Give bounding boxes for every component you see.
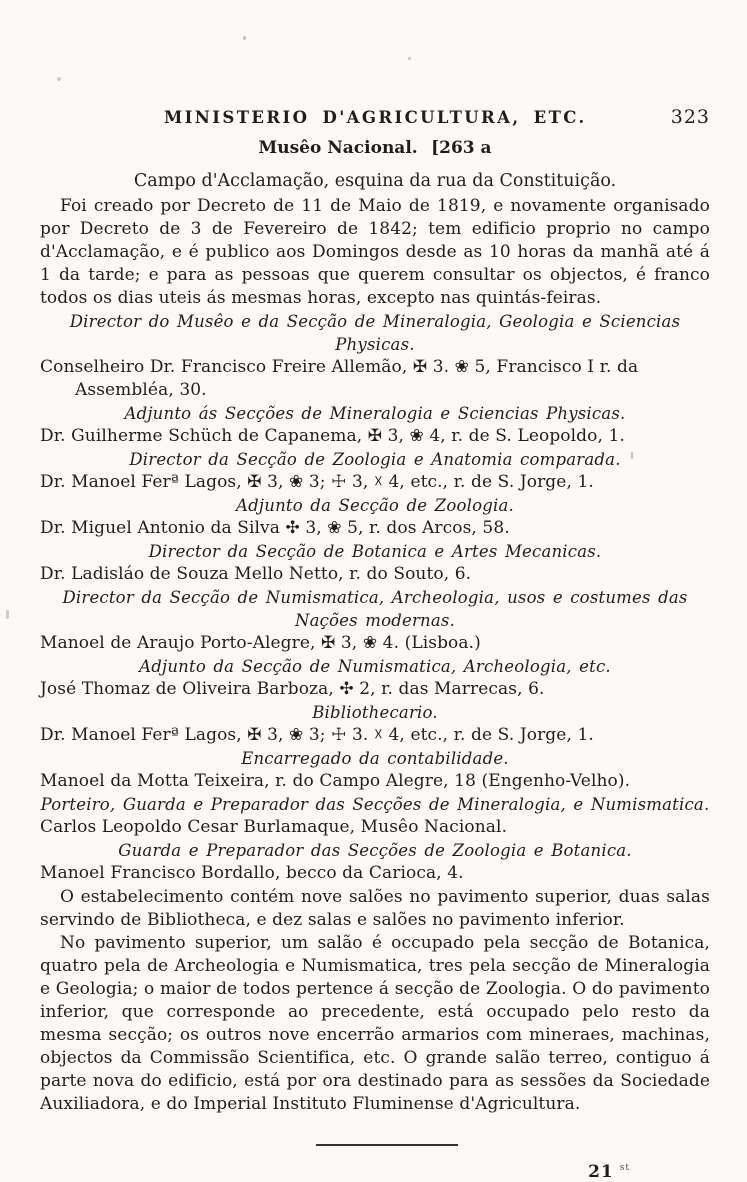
staff-directory: [40, 310, 710, 885]
page-number: 323: [670, 106, 710, 128]
scan-speck: [243, 36, 246, 40]
scan-speck: [6, 610, 9, 619]
person-entry: Manoel Francisco Bordallo, becco da Carioca, 4.: [40, 863, 464, 883]
office-heading: Guarda e Preparador das Secções de Zoologia e Botanica.: [118, 841, 632, 860]
entry-reference: [263 a: [431, 138, 492, 158]
office-heading: Adjunto da Secção de Numismatica, Archeologia, etc.: [139, 657, 611, 676]
masthead: [40, 138, 710, 158]
institution-title: Musêo Nacional.: [258, 138, 418, 158]
person-entry: José Thomaz de Oliveira Barboza, ✣ 2, r. das Marrecas, 6.: [40, 679, 545, 699]
running-head-title: MINISTERIO D'AGRICULTURA, ETC.: [164, 108, 587, 127]
office-heading: Adjunto da Secção de Zoologia.: [236, 496, 514, 515]
office-heading: Director da Secção de Zoologia e Anatomia comparada.: [129, 450, 621, 469]
printers-signature: [40, 1162, 630, 1182]
closing-description: [40, 886, 710, 1116]
office-heading: Director da Secção de Botanica e Artes Mecanicas.: [148, 542, 602, 561]
section-end-rule: [316, 1144, 458, 1146]
office-heading: Director da Secção de Numismatica, Archeologia, usos e costumes das Nações modernas.: [62, 588, 688, 630]
closing-paragraph: No pavimento superior, um salão é occupado pela secção de Botanica, quatro pela de Archeologia e Numismatica, tres pela secção de Mineralogia e Geologia; o maior de todos pertence á secção de Zoologia. O do pavimento inferior, que corresponde ao precedente, está occupado pelo resto da mesma secção; os outros nove encerrão armarios com mineraes, machinas, objectos da Commissão Scientifica, etc. O grande salão terreo, contiguo á parte nova do edificio, está por ora destinado para as sessões da Sociedade Auxiliadora, e do Imperial Instituto Fluminense d'Agricultura.: [40, 933, 710, 1114]
person-entry: Manoel de Araujo Porto-Alegre, ✠ 3, ❀ 4. (Lisboa.): [40, 633, 481, 653]
scan-speck: [408, 57, 411, 60]
person-entry: Manoel da Motta Teixeira, r. do Campo Alegre, 18 (Engenho-Velho).: [40, 771, 631, 791]
office-heading: Porteiro, Guarda e Preparador das Secções de Mineralogia, e Numismatica.: [40, 795, 710, 814]
signature-number: 21: [588, 1162, 614, 1182]
scan-speck: [631, 452, 633, 459]
office-heading: Adjunto ás Secções de Mineralogia e Sciencias Physicas.: [124, 404, 626, 423]
office-heading: Director do Musêo e da Secção de Mineralogia, Geologia e Sciencias Physicas.: [69, 312, 681, 354]
person-entry: Dr. Manoel Ferª Lagos, ✠ 3, ❀ 3; ☩ 3. ☓ 4, etc., r. de S. Jorge, 1.: [40, 725, 594, 745]
person-entry: Dr. Manoel Ferª Lagos, ✠ 3, ❀ 3; ☩ 3, ☓ 4, etc., r. de S. Jorge, 1.: [40, 472, 594, 492]
running-head: [40, 106, 710, 128]
person-entry: Dr. Miguel Antonio da Silva ✣ 3, ❀ 5, r. dos Arcos, 58.: [40, 518, 510, 538]
office-heading: Encarregado da contabilidade.: [241, 749, 509, 768]
institution-address: Campo d'Acclamação, esquina da rua da Constituição.: [133, 171, 617, 191]
signature-mark: st: [619, 1163, 630, 1174]
intro-paragraph: Foi creado por Decreto de 11 de Maio de 1819, e novamente organisado por Decreto de 3 de Fevereiro de 1842; tem edificio proprio no campo d'Acclamação, e é publico aos Domingos desde as 10 horas da manhã até á 1 da tarde; e para as pessoas que querem consultar os objectos, é franco todos os dias uteis ás mesmas horas, excepto nas quintás-feiras.: [40, 196, 710, 308]
closing-paragraph: O estabelecimento contém nove salões no pavimento superior, duas salas servindo de Bibliotheca, e dez salas e salões no pavimento inferior.: [40, 887, 710, 930]
person-entry: Dr. Ladisláo de Souza Mello Netto, r. do Souto, 6.: [40, 564, 472, 584]
person-entry: Conselheiro Dr. Francisco Freire Allemão, ✠ 3. ❀ 5, Francisco I r. da Assembléa, 30.: [40, 357, 639, 400]
scan-speck: [57, 77, 61, 81]
person-entry: Dr. Guilherme Schüch de Capanema, ✠ 3, ❀ 4, r. de S. Leopoldo, 1.: [40, 426, 625, 446]
person-entry: Carlos Leopoldo Cesar Burlamaque, Musêo Nacional.: [40, 817, 508, 837]
office-heading: Bibliothecario.: [312, 703, 438, 722]
